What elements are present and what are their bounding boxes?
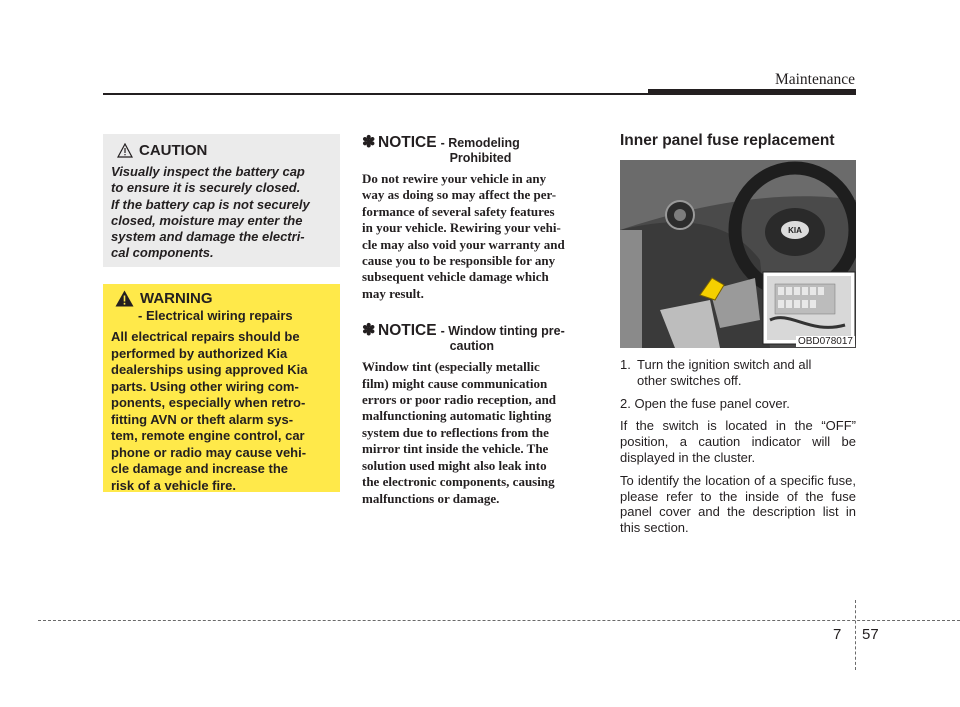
notice-line: solution used might also leak into <box>362 457 547 473</box>
caution-line: If the battery cap is not securely <box>111 196 310 212</box>
notice-line: may result. <box>362 285 424 301</box>
caution-box <box>103 134 340 267</box>
footer-page-number: 57 <box>862 626 879 643</box>
step-text-line: other switches off. <box>637 372 742 388</box>
warning-subtitle: - Electrical wiring repairs <box>138 308 293 323</box>
warning-line: fitting AVN or theft alarm sys- <box>111 411 294 427</box>
step-2: 2. Open the fuse panel cover. <box>620 395 790 411</box>
notice-text <box>362 171 602 302</box>
notice-subtitle-line: - Remodeling <box>440 136 520 150</box>
notice-subtitle-line: - Window tinting pre- <box>440 324 565 339</box>
warning-line: dealerships using approved Kia <box>111 362 308 377</box>
warning-box <box>103 284 340 492</box>
notice-header <box>362 134 602 166</box>
notice-remodeling <box>362 134 602 302</box>
notice-line: subsequent vehicle damage which <box>362 269 549 285</box>
caution-line: system and damage the electri- <box>111 229 305 245</box>
caution-title: CAUTION <box>139 142 208 159</box>
notice-line: Window tint (especially metallic <box>362 359 540 375</box>
warning-line: risk of a vehicle fire. <box>111 477 237 493</box>
notice-column <box>362 134 602 507</box>
notice-line: mirror tint inside the vehicle. The <box>362 441 549 457</box>
notice-window-tint <box>362 322 602 507</box>
notice-star-icon: ✽ <box>362 134 376 151</box>
notice-line: film) might cause communication <box>362 375 548 391</box>
footer-divider <box>38 620 960 621</box>
fuse-section <box>620 132 856 543</box>
paragraph-off-position: If the switch is located in the “OFF” position, a caution indicator will be displayed in the cluster. <box>620 418 856 465</box>
step-number: 1. <box>620 357 631 372</box>
notice-star-icon: ✽ <box>362 322 376 340</box>
caution-line: to ensure it is securely closed. <box>111 180 301 196</box>
notice-header <box>362 322 602 354</box>
notice-subtitle <box>441 134 520 166</box>
notice-title: NOTICE <box>378 322 437 340</box>
notice-line: system due to reflections from the <box>362 424 549 440</box>
notice-subtitle-line: Prohibited <box>449 151 512 165</box>
footer-section-number: 7 <box>833 626 842 643</box>
notice-line: cle may also void your warranty and <box>362 236 565 252</box>
warning-title: WARNING <box>140 290 213 307</box>
step-1 <box>620 357 856 389</box>
image-code: OBD078017 <box>797 336 853 347</box>
instruction-steps <box>620 357 856 536</box>
caution-line: cal components. <box>111 245 214 261</box>
paragraph-identify-fuse: To identify the location of a specific fuse, please refer to the inside of the fuse panel cover and the description list in this section. <box>620 472 856 536</box>
notice-text <box>362 359 602 507</box>
header-title: Maintenance <box>774 71 855 88</box>
notice-title: NOTICE <box>378 134 437 151</box>
notice-line: malfunctions or damage. <box>362 490 500 506</box>
kia-logo: KIA <box>788 226 802 235</box>
caution-triangle-icon <box>117 143 133 158</box>
section-title: Inner panel fuse replacement <box>620 132 835 149</box>
notice-line: way as doing so may affect the per- <box>362 187 557 203</box>
warning-line: ponents, especially when retro- <box>111 395 306 410</box>
warning-triangle-icon <box>115 290 134 307</box>
header-tab-bar <box>648 89 856 95</box>
notice-line: Do not rewire your vehicle in any <box>362 171 547 186</box>
step-text <box>637 357 811 389</box>
caution-text <box>111 164 333 262</box>
notice-subtitle-line: caution <box>449 339 495 354</box>
dashboard-illustration <box>620 160 856 348</box>
step-text-line: Turn the ignition switch and all <box>637 357 812 372</box>
notice-line: cause you to be responsible for any <box>362 253 556 269</box>
warning-header <box>115 290 333 307</box>
warning-line: cle damage and increase the <box>111 461 289 476</box>
dashboard-photo <box>620 160 856 348</box>
notice-line: malfunctioning automatic lighting <box>362 408 552 424</box>
caution-line: Visually inspect the battery cap <box>111 164 305 179</box>
notice-line: formance of several safety features <box>362 203 555 219</box>
warning-line: parts. Using other wiring com- <box>111 378 299 394</box>
notice-line: errors or poor radio reception, and <box>362 392 557 408</box>
warning-line: phone or radio may cause vehi- <box>111 444 307 460</box>
notice-line: the electronic components, causing <box>362 474 555 490</box>
warning-text <box>111 329 333 494</box>
warning-line: All electrical repairs should be <box>111 329 300 344</box>
footer-vertical-divider <box>855 600 856 670</box>
caution-line: closed, moisture may enter the <box>111 212 303 228</box>
notice-subtitle <box>441 322 565 354</box>
notice-line: in your vehicle. Rewiring your vehi- <box>362 220 561 236</box>
warning-line: performed by authorized Kia <box>111 345 288 361</box>
warning-line: tem, remote engine control, car <box>111 428 305 443</box>
caution-header <box>117 142 333 159</box>
